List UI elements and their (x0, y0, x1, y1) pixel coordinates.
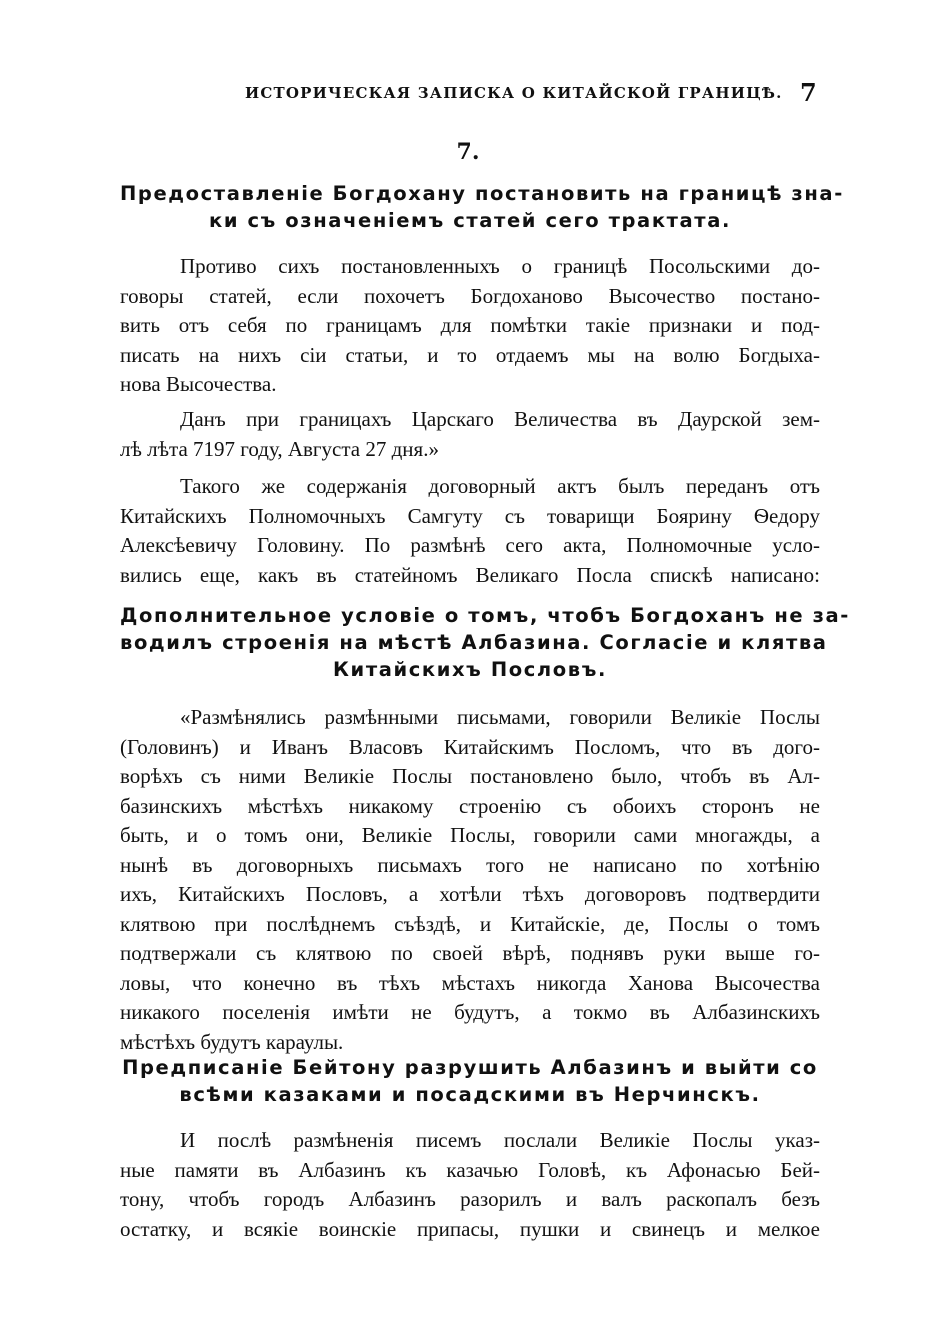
text-line: Противо сихъ постановленныхъ о границѣ Посольскими до- (180, 254, 820, 278)
heading-line: всѣми казаками и посадскими въ Нерчинскъ. (179, 1083, 761, 1106)
text-line: ворѣхъ съ ними Великіе Послы постановлено было, чтобъ въ Ал- (120, 764, 820, 788)
paragraph-5 (120, 1126, 820, 1244)
text-line: Данъ при границахъ Царскаго Величества въ Даурской зем- (180, 407, 820, 431)
heading-line: ки съ означеніемъ статей сего трактата. (209, 209, 731, 232)
text-line: лѣ лѣта 7197 году, Августа 27 дня.» (120, 436, 439, 461)
text-line: ихъ, Китайскихъ Пословъ, а хотѣли тѣхъ договоровъ подтвердити (120, 882, 820, 906)
text-line: ные памяти въ Албазинъ къ казачью Головѣ, къ Афонасью Бей- (120, 1157, 820, 1182)
text-line: нынѣ въ договорныхъ письмахъ того не написано по хотѣнію (120, 852, 820, 877)
text-line: тону, чтобъ городъ Албазинъ разорилъ и валъ раскопалъ безъ (120, 1187, 820, 1211)
page-number: 7 (800, 78, 817, 107)
text-line: подтвержали съ клятвою по своей вѣрѣ, поднявъ руки выше го- (120, 941, 820, 965)
heading-line: Китайскихъ Пословъ. (333, 658, 607, 681)
heading-line: водилъ строенія на мѣстѣ Албазина. Согласіе и клятва (120, 631, 828, 654)
paragraph-4 (120, 703, 820, 1057)
paragraph-3 (120, 472, 820, 590)
paragraph-1 (120, 252, 820, 400)
text-line: Такого же содержанія договорный актъ былъ переданъ отъ (180, 474, 820, 498)
heading-line: Предоставленіе Богдохану постановить на границѣ зна- (120, 182, 844, 205)
text-line: Алексѣевичу Головину. По размѣнѣ сего акта, Полномочные усло- (120, 533, 820, 557)
section-heading-1 (120, 180, 844, 234)
text-line: писать на нихъ сіи статьи, и то отдаемъ мы на волю Богдыха- (120, 342, 820, 367)
text-line: мѣстѣхъ будутъ караулы. (120, 1029, 344, 1054)
text-line: Китайскихъ Полномочныхъ Самгуту съ товарищи Боярину Ѳедору (120, 503, 820, 528)
paragraph-2 (120, 405, 820, 464)
running-title: ИСТОРИЧЕСКАЯ ЗАПИСКА О КИТАЙСКОЙ ГРАНИЦѢ. (245, 84, 783, 102)
text-line: вились еще, какъ въ статейномъ Великаго Посла спискѣ написано: (120, 562, 820, 587)
text-line: нова Высочества. (120, 372, 277, 396)
text-line: базинскихъ мѣстѣхъ никакому строенію съ обоихъ сторонъ не (120, 793, 820, 818)
text-line: И послѣ размѣненія писемъ послали Великіе Послы указ- (180, 1128, 820, 1152)
text-line: ловы, что конечно въ тѣхъ мѣстахъ никогда Ханова Высочества (120, 970, 820, 995)
section-heading-2 (120, 602, 850, 683)
heading-line: Предписаніе Бейтону разрушить Албазинъ и выйти со (122, 1056, 818, 1079)
text-line: (Головинъ) и Иванъ Власовъ Китайскимъ Посломъ, что въ дого- (120, 734, 820, 759)
text-line: быть, и о томъ они, Великіе Послы, говорили сами многажды, а (120, 823, 820, 847)
text-line: вить отъ себя по границамъ для помѣтки такіе признаки и под- (120, 313, 820, 337)
text-line: «Размѣнялись размѣнными письмами, говорили Великіе Послы (180, 705, 820, 729)
text-line: клятвою при послѣднемъ съѣздѣ, и Китайскіе, де, Послы о томъ (120, 911, 820, 936)
text-line: говоры статей, если похочетъ Богдоханово Высочество постано- (120, 283, 820, 308)
heading-line: Дополнительное условіе о томъ, чтобъ Богдоханъ не за- (120, 604, 850, 627)
text-line: остатку, и всякіе воинскіе припасы, пушки и свинецъ и мелкое (120, 1216, 820, 1241)
text-line: никакого поселенія имѣти не будутъ, а токмо въ Албазинскихъ (120, 1000, 820, 1024)
section-number: 7. (456, 139, 480, 165)
section-heading-3 (120, 1054, 820, 1108)
